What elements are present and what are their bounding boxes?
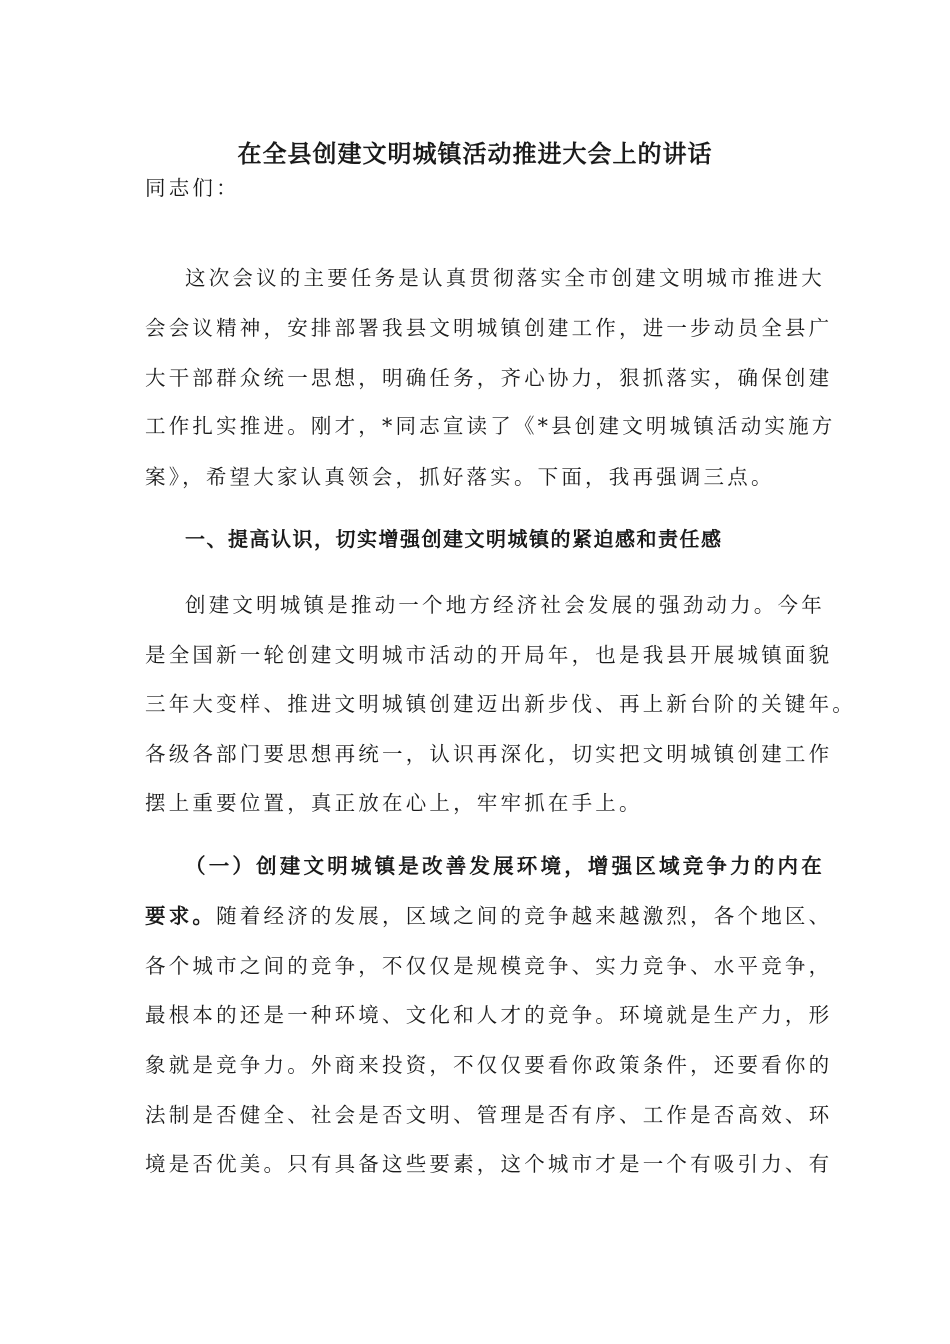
- salutation: 同志们：: [145, 176, 240, 200]
- subsection-line: 境是否优美。只有具备这些要素，这个城市才是一个有吸引力、有: [145, 1152, 833, 1176]
- subsection-line: [145, 901, 832, 931]
- subsection-line: 各个城市之间的竞争，不仅仅是规模竞争、实力竞争、水平竞争，: [145, 954, 833, 978]
- subsection-heading: （一）创建文明城镇是改善发展环境，增强区域竞争力的内在: [185, 854, 825, 878]
- subsection-line-text: 随着经济的发展，区域之间的竞争越来越激烈，各个地区、: [216, 904, 833, 928]
- subsection-line: 最根本的还是一种环境、文化和人才的竞争。环境就是生产力，形: [145, 1003, 833, 1027]
- subsection-line: 象就是竞争力。外商来投资，不仅仅要看你政策条件，还要看你的: [145, 1053, 833, 1077]
- intro-line: 大干部群众统一思想，明确任务，齐心协力，狠抓落实，确保创建: [145, 366, 833, 390]
- intro-line: 这次会议的主要任务是认真贯彻落实全市创建文明城市推进大: [185, 266, 825, 290]
- section-line: 是全国新一轮创建文明城市活动的开局年，也是我县开展城镇面貌: [145, 643, 833, 667]
- section-line: 摆上重要位置，真正放在心上，牢牢抓在手上。: [145, 791, 643, 815]
- section-line: 创建文明城镇是推动一个地方经济社会发展的强劲动力。今年: [185, 593, 825, 617]
- section-line: 各级各部门要思想再统一，认识再深化，切实把文明城镇创建工作: [145, 742, 833, 766]
- subsection-heading-end: 要求。: [145, 904, 217, 928]
- section-heading: 一、提高认识，切实增强创建文明城镇的紧迫感和责任感: [185, 527, 723, 551]
- intro-line: 工作扎实推进。刚才，*同志宣读了《*县创建文明城镇活动实施方: [145, 414, 836, 438]
- section-line: 三年大变样、推进文明城镇创建迈出新步伐、再上新台阶的关键年。: [145, 692, 856, 716]
- subsection-line: 法制是否健全、社会是否文明、管理是否有序、工作是否高效、环: [145, 1103, 833, 1127]
- intro-line: 案》，希望大家认真领会，抓好落实。下面，我再强调三点。: [145, 465, 775, 489]
- document-title: 在全县创建文明城镇活动推进大会上的讲话: [237, 139, 713, 168]
- intro-line: 会会议精神，安排部署我县文明城镇创建工作，进一步动员全县广: [145, 316, 833, 340]
